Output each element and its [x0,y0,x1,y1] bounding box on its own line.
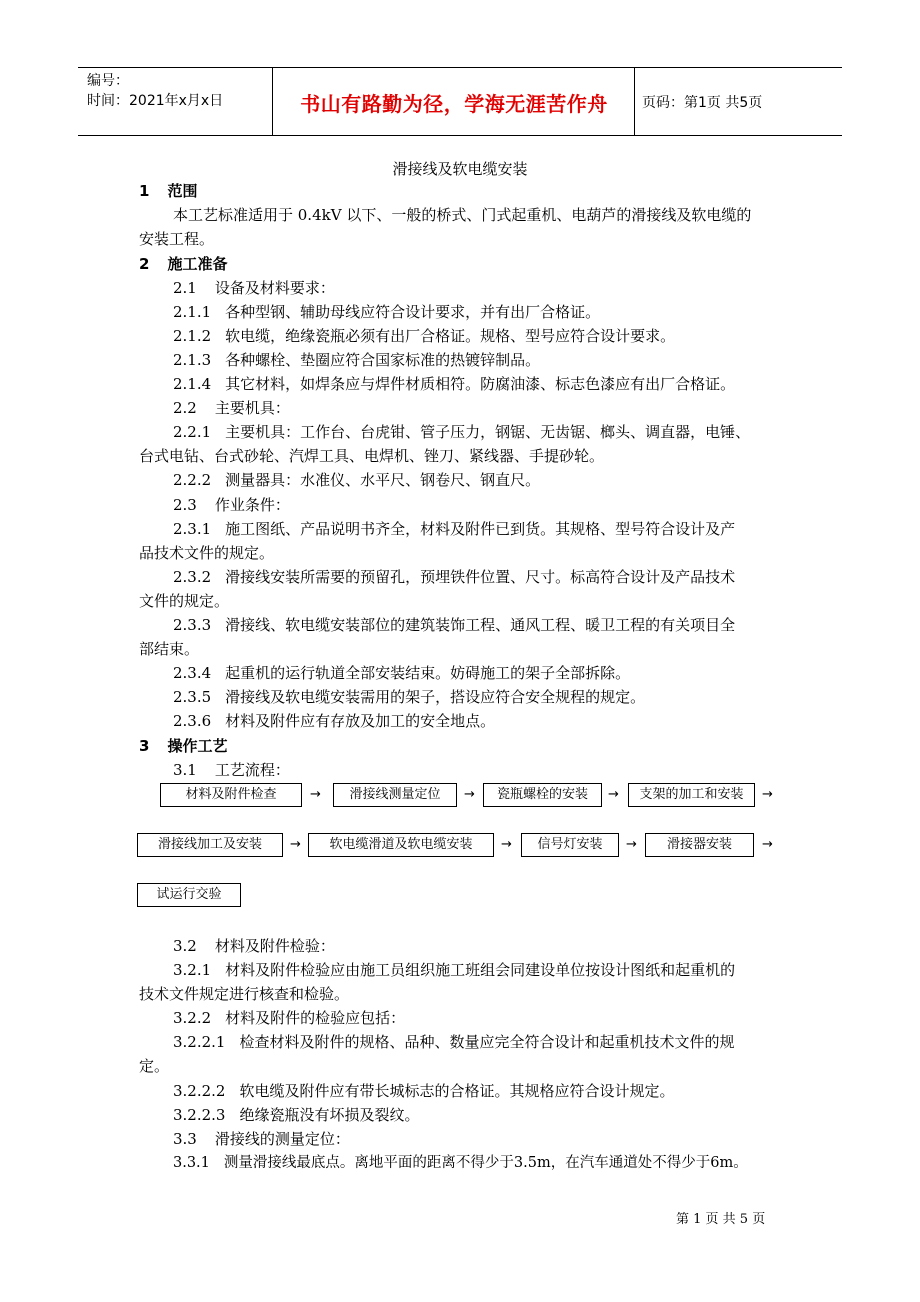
clause-text: 材料及附件检验： [214,937,335,955]
paragraph: 本工艺标准适用于 0.4kV 以下、一般的桥式、门式起重机、电葫芦的滑接线及软电缆的 [173,206,752,224]
clause-number: 2.1.3 [173,351,212,369]
header-divider-left [272,67,273,135]
clause-continuation: 文件的规定。 [139,592,230,610]
clause-number: 2.3.4 [173,664,212,682]
flow-step-box: 信号灯安装 [521,833,619,857]
section-2-heading [139,253,227,275]
clause-number: 2.3 [173,496,197,514]
clause-text: 主要机具：工作台、台虎钳、管子压力，钢锯、无齿锯、榔头、调直器，电锤、 [225,423,751,441]
clause-2-3-3 [173,614,735,636]
clause-text: 材料及附件的检验应包括： [225,1009,406,1027]
clause-number: 2.2 [173,399,197,417]
clause-3-3-1 [173,1152,748,1174]
clause-number: 2.2.2 [173,471,212,489]
clause-text: 滑接线安装所需要的预留孔，预埋铁件位置、尺寸。标高符合设计及产品技术 [225,568,736,586]
clause-3-2-1 [173,959,735,981]
clause-number: 2.2.1 [173,423,212,441]
clause-2-3-6 [173,710,495,732]
clause-number: 2.1.2 [173,327,212,345]
header-time-label: 时间：2021年x月x日 [87,93,224,109]
clause-2-2 [173,397,290,419]
clause-continuation: 部结束。 [139,640,200,658]
clause-text: 其它材料，如焊条应与焊件材质相符。防腐油漆、标志色漆应有出厂合格证。 [225,375,736,393]
clause-number: 3.1 [173,761,197,779]
clause-3-2-2-1 [173,1031,735,1053]
clause-text: 检查材料及附件的规格、品种、数量应完全符合设计和起重机技术文件的规 [239,1033,735,1051]
clause-2-1-4 [173,373,735,395]
section-title: 操作工艺 [167,737,228,755]
section-3-heading [139,735,227,757]
clause-text: 工艺流程： [214,761,290,779]
clause-3-3 [173,1128,350,1150]
flow-step-box: 试运行交验 [137,883,241,907]
flow-step-box: 滑接器安装 [645,833,754,857]
clause-number: 2.1.4 [173,375,212,393]
flow-arrow: → [310,787,321,802]
clause-2-3-2 [173,566,735,588]
clause-text: 绝缘瓷瓶没有坏损及裂纹。 [239,1106,420,1124]
clause-number: 3.3 [173,1130,197,1148]
clause-number: 3.2.1 [173,961,212,979]
clause-text: 滑接线及软电缆安装需用的架子，搭设应符合安全规程的规定。 [225,688,646,706]
flow-arrow: → [501,837,512,852]
clause-2-1-1 [173,301,600,323]
clause-number: 2.1 [173,279,197,297]
clause-text: 滑接线的测量定位： [214,1130,350,1148]
section-title: 施工准备 [167,255,228,273]
flow-step-box: 支架的加工和安装 [628,783,755,807]
page-footer: 第 1 页 共 5 页 [676,1212,766,1227]
clause-text: 各种螺栓、垫圈应符合国家标准的热镀锌制品。 [225,351,541,369]
clause-number: 2.3.1 [173,520,212,538]
clause-3-2-2-2 [173,1080,675,1102]
clause-2-3 [173,494,290,516]
header-motto: 书山有路勤为径，学海无涯苦作舟 [300,92,608,116]
clause-2-3-1 [173,518,735,540]
clause-number: 2.3.2 [173,568,212,586]
header-page-label: 页码：第1页 共5页 [642,95,763,111]
document-title: 滑接线及软电缆安装 [392,160,528,178]
clause-2-2-2 [173,469,540,491]
header-divider-right [634,67,635,135]
clause-text: 软电缆及附件应有带长城标志的合格证。其规格应符合设计规定。 [239,1082,675,1100]
clause-continuation: 定。 [139,1057,170,1075]
clause-3-2-2-3 [173,1104,420,1126]
clause-2-1-2 [173,325,675,347]
clause-3-2-2 [173,1007,405,1029]
flow-arrow: → [762,787,773,802]
section-1-heading [139,180,197,202]
clause-3-2 [173,935,335,957]
header-bottom-rule [78,135,842,136]
clause-2-2-1 [173,421,750,443]
clause-2-1-3 [173,349,540,371]
clause-text: 施工图纸、产品说明书齐全，材料及附件已到货。其规格、型号符合设计及产 [225,520,736,538]
clause-text: 设备及材料要求： [214,279,335,297]
clause-text: 作业条件： [214,496,290,514]
clause-text: 各种型钢、辅助母线应符合设计要求，并有出厂合格证。 [225,303,601,321]
clause-continuation: 台式电钻、台式砂轮、汽焊工具、电焊机、锉刀、紧线器、手提砂轮。 [139,447,605,465]
flow-arrow: → [608,787,619,802]
flow-arrow: → [464,787,475,802]
flow-step-box: 瓷瓶螺栓的安装 [483,783,602,807]
clause-text: 材料及附件检验应由施工员组织施工班组会同建设单位按设计图纸和起重机的 [225,961,736,979]
header-code-label: 编号： [87,73,129,89]
flow-step-box: 软电缆滑道及软电缆安装 [308,833,494,857]
flow-arrow: → [762,837,773,852]
clause-text: 主要机具： [214,399,290,417]
clause-continuation: 品技术文件的规定。 [139,544,275,562]
section-number: 2 [139,255,150,273]
section-number: 3 [139,737,150,755]
clause-continuation: 技术文件规定进行核查和检验。 [139,985,350,1003]
clause-text: 软电缆，绝缘瓷瓶必须有出厂合格证。规格、型号应符合设计要求。 [225,327,676,345]
clause-number: 3.2.2.3 [173,1106,226,1124]
flow-step-box: 材料及附件检查 [160,783,302,807]
clause-text: 起重机的运行轨道全部安装结束。妨碍施工的架子全部拆除。 [225,664,631,682]
clause-number: 3.2.2.1 [173,1033,226,1051]
flow-step-box: 滑接线测量定位 [333,783,457,807]
clause-number: 3.2.2 [173,1009,212,1027]
header-top-rule [78,67,842,68]
flow-step-box: 滑接线加工及安装 [137,833,283,857]
clause-number: 3.2 [173,937,197,955]
clause-2-1 [173,277,335,299]
flow-arrow: → [626,837,637,852]
clause-text: 测量滑接线最底点。离地平面的距离不得少于3.5m，在汽车通道处不得少于6m。 [223,1155,748,1171]
clause-2-3-4 [173,662,630,684]
clause-3-1 [173,759,290,781]
clause-2-3-5 [173,686,645,708]
clause-number: 2.3.6 [173,712,212,730]
clause-number: 3.3.1 [173,1155,210,1171]
clause-number: 2.3.3 [173,616,212,634]
clause-text: 材料及附件应有存放及加工的安全地点。 [225,712,496,730]
flow-arrow: → [290,837,301,852]
section-title: 范围 [167,182,198,200]
clause-number: 3.2.2.2 [173,1082,226,1100]
clause-number: 2.1.1 [173,303,212,321]
clause-number: 2.3.5 [173,688,212,706]
clause-text: 测量器具：水准仪、水平尺、钢卷尺、钢直尺。 [225,471,541,489]
paragraph: 安装工程。 [139,230,215,248]
section-number: 1 [139,182,150,200]
clause-text: 滑接线、软电缆安装部位的建筑装饰工程、通风工程、暖卫工程的有关项目全 [225,616,736,634]
